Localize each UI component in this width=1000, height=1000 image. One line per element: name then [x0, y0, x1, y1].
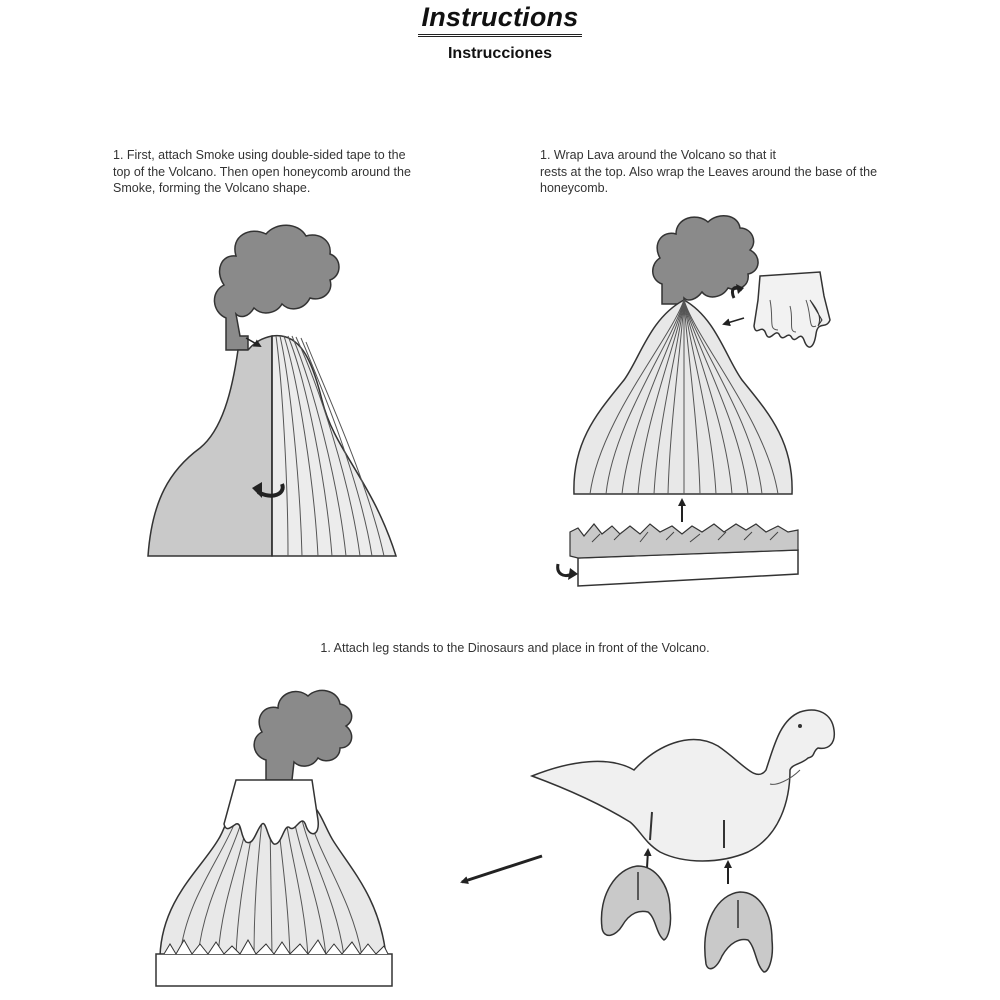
place-arrow-icon — [462, 856, 542, 882]
step-1-illustration — [148, 225, 396, 556]
step-2-text: 1. Wrap Lava around the Volcano so that it rests at the top. Also wrap the Leaves around the base of the honeycomb. — [540, 148, 878, 195]
lava-piece — [754, 272, 830, 347]
step-3-illustration — [156, 690, 834, 986]
page-subtitle: Instrucciones — [447, 45, 553, 62]
volcano-panel — [148, 336, 272, 556]
dinosaur — [532, 710, 834, 861]
smoke-cloud — [653, 216, 758, 304]
step-2-illustration — [558, 216, 830, 586]
page-title: Instructions — [418, 2, 583, 37]
leaves-base — [156, 954, 392, 986]
leg-stand — [601, 866, 670, 940]
step-1-text: 1. First, attach Smoke using double-sided tape to the top of the Volcano. Then open honeycomb around the Smoke, forming the Volcano shape. — [113, 148, 411, 195]
honeycomb — [272, 336, 396, 556]
smoke-cloud — [254, 690, 352, 780]
smoke-cloud — [214, 225, 339, 350]
step-3-text: 1. Attach leg stands to the Dinosaurs and place in front of the Volcano. — [320, 641, 710, 655]
